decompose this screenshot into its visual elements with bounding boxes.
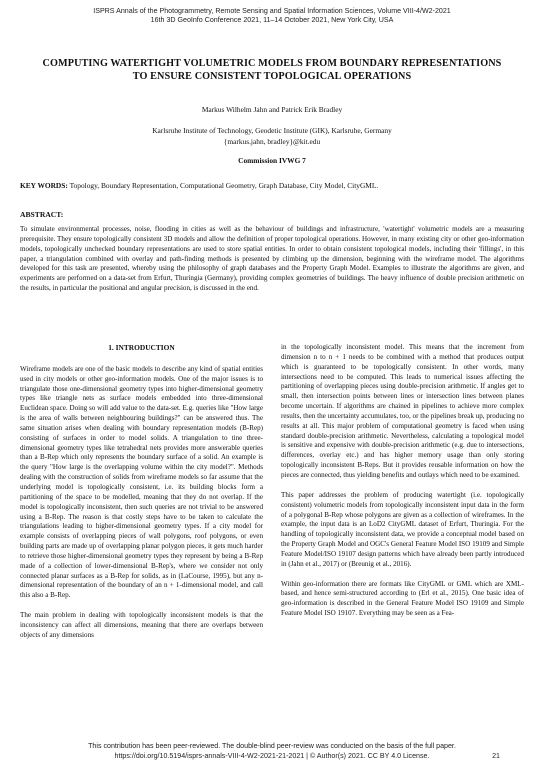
- left-paragraph: Wireframe models are one of the basic models to describe any kind of spatial entities used in city models or other geo-information models. One of the major issues is to triangulate those one-dimensional geometry types into higher-dimensional geometry types like triangle nets as surface models embedded into three-dimensional Euclidean space. Doing so will add value to the data-set. E.g. queries like "How large is the area of walls between neighbouring buildings?" can be answered thus. The same situation arises when dealing with boundary representation models (B-Rep) consisting of surfaces in order to model solids. A triangulation to tine three-dimensional geometry types like tetrahedral nets provides more answerable queries than a B-Rep which only represents the boundary surface of a solid. An example is the query "How large is the overlapping volume within the city model?". Methods dealing with the construction of solids from wireframe models so far assume that the underlying model is topologically consistent, i.e. its building blocks form a partitioning of the space to be modelled, meaning that they do not overlap. If the model is topologically inconsistent, then such queries are not trivial to be answered using a B-Rep. The reason is that costly steps have to be taken to calculate the triangulations leading to higher-dimensional geometry types. If a city model for example consists of overlapping pieces of wall polygons, roof polygons, or even building parts are made up of overlapping planar polygon pieces, it gets much harder to retrieve those higher-dimensional geometry types they represent by being a B-Rep made of a collection of lower-dimensional B-Rep's, where we consider not only connected planar surfaces as a B-Rep for solids, as in (LaCourse, 1995), but any n-dimensional representation of the boundary of an n + 1-dimensional model, and call this also a B-Rep.: [20, 364, 263, 600]
- emails: {markus.jahn, bradley}@kit.edu: [223, 137, 321, 146]
- left-column: [20, 343, 263, 651]
- page-number: 21: [492, 752, 500, 760]
- affiliation: Karlsruhe Institute of Technology, Geodetic Institute (GIK), Karlsruhe, Germany: [152, 126, 392, 135]
- commission: Commission IVWG 7: [238, 156, 306, 165]
- right-paragraph: in the topologically inconsistent model. This means that the increment from dimension n to n + 1 needs to be combined with a method that produces output which is guaranteed to be topologically consistent. In other words, many intersections need to be computed. This leads to numerical issues affecting the partitioning of overlapping pieces using double-precision arithmetic. If angles get to small, then intersection points between lines or intersection lines between planes become uncertain. If algorithms are chained in pipelines to achieve more complex results, then the uncertainty accumulates, too, or the pipelines break up, producing no results at all. This major problem of computational geometry is faced when using standard double-precision arithmetic. Nevertheless, calculating a topological model is sensitive and expensive with double-precision arithmetic (e.g. due to intersections, differences, overlay etc.) and has higher memory usage than only storing topologically inconsistent B-Reps. But it provides reusable information on how the pieces are connected, thus yielding benefits and outlays which need to be examined.: [281, 343, 524, 479]
- left-paragraph: The main problem in dealing with topologically inconsistent models is that the inconsistency can affect all dimensions, meaning that there are overlaps between objects of any dimensions: [20, 611, 263, 639]
- right-paragraph: This paper addresses the problem of producing watertight (i.e. topologically consistent) volumetric models from topologically inconsistent input data in the form of a polygonal B-Rep whose polygons are given as a collection of wireframes. In the example, the input data is an LoD2 CityGML dataset of Erfurt, Thuringia. For the handling of topologically inconsistent data, we provide a conceptual model based on the Property Graph Model and OGC's General Feature Model ISO 19109 and Simple Feature Model/ISO 19107 design patterns which have already been partly introduced in (Jahn et al., 2017) or (Breunig et al., 2016).: [281, 490, 524, 568]
- running-header-line-1: ISPRS Annals of the Photogrammetry, Remote Sensing and Spatial Information Sciences, Volume VIII-4/W2-2021: [93, 7, 451, 15]
- section-heading-introduction: 1. INTRODUCTION: [108, 343, 175, 352]
- running-header-line-2: 16th 3D GeoInfo Conference 2021, 11–14 October 2021, New York City, USA: [150, 16, 394, 24]
- keywords-label: KEY WORDS:: [20, 181, 68, 190]
- abstract-heading: ABSTRACT:: [20, 210, 64, 219]
- right-paragraph: Within geo-information there are formats like CityGML or GML which are XML-based, and hence semi-structured according to (Erl et al., 2015). One basic idea of geo-information is described in the General Feature Model ISO 19109 and Simple Feature Model ISO 19107. Everything may be seen as a Fea-: [281, 579, 524, 618]
- keywords-text: Topology, Boundary Representation, Computational Geometry, Graph Database, City Model, CityGML.: [69, 181, 379, 190]
- footer-doi: https://doi.org/10.5194/isprs-annals-VIII-4-W2-2021-21-2021 | © Author(s) 2021. CC BY 4.0 License.: [114, 752, 430, 760]
- keywords: [20, 181, 524, 191]
- footer-review-note: This contribution has been peer-reviewed. The double-blind peer-review was conducted on the basis of the full paper.: [88, 742, 456, 750]
- right-column: [281, 343, 524, 629]
- authors: Markus Wilhelm Jahn and Patrick Erik Bradley: [201, 105, 343, 114]
- abstract-text: To simulate environmental processes, noise, flooding in cities as well as the behaviour of buildings and infrastructure, 'watertight' volumetric models are a measuring prerequisite. They ensure topologically consistent 3D models and allow the definition of proper topological operations. However, in many existing city or other geo-information models, topologically unchecked boundary representations are used to store spatial entities. In order to obtain consistent topological models, including their 'fillings', in this paper, a triangulation combined with overlay and path-finding methods is presented by climbing up the dimension, beginning with the wireframe model. The algorithms developed for this task are presented, whereby using the philosophy of graph databases and the Property Graph Model. Examples to illustrate the algorithms are given, and experiments are performed on a data-set from Erfurt, Thuringia (Germany), providing complex geometries of buildings. The heavy influence of double precision arithmetic on the results, in particular the positional and angular precision, is discussed in the end.: [20, 225, 524, 293]
- paper-title: COMPUTING WATERTIGHT VOLUMETRIC MODELS FROM BOUNDARY REPRESENTATIONS TO ENSURE CONSISTENT TOPOLOGICAL OPERATIONS: [42, 58, 502, 82]
